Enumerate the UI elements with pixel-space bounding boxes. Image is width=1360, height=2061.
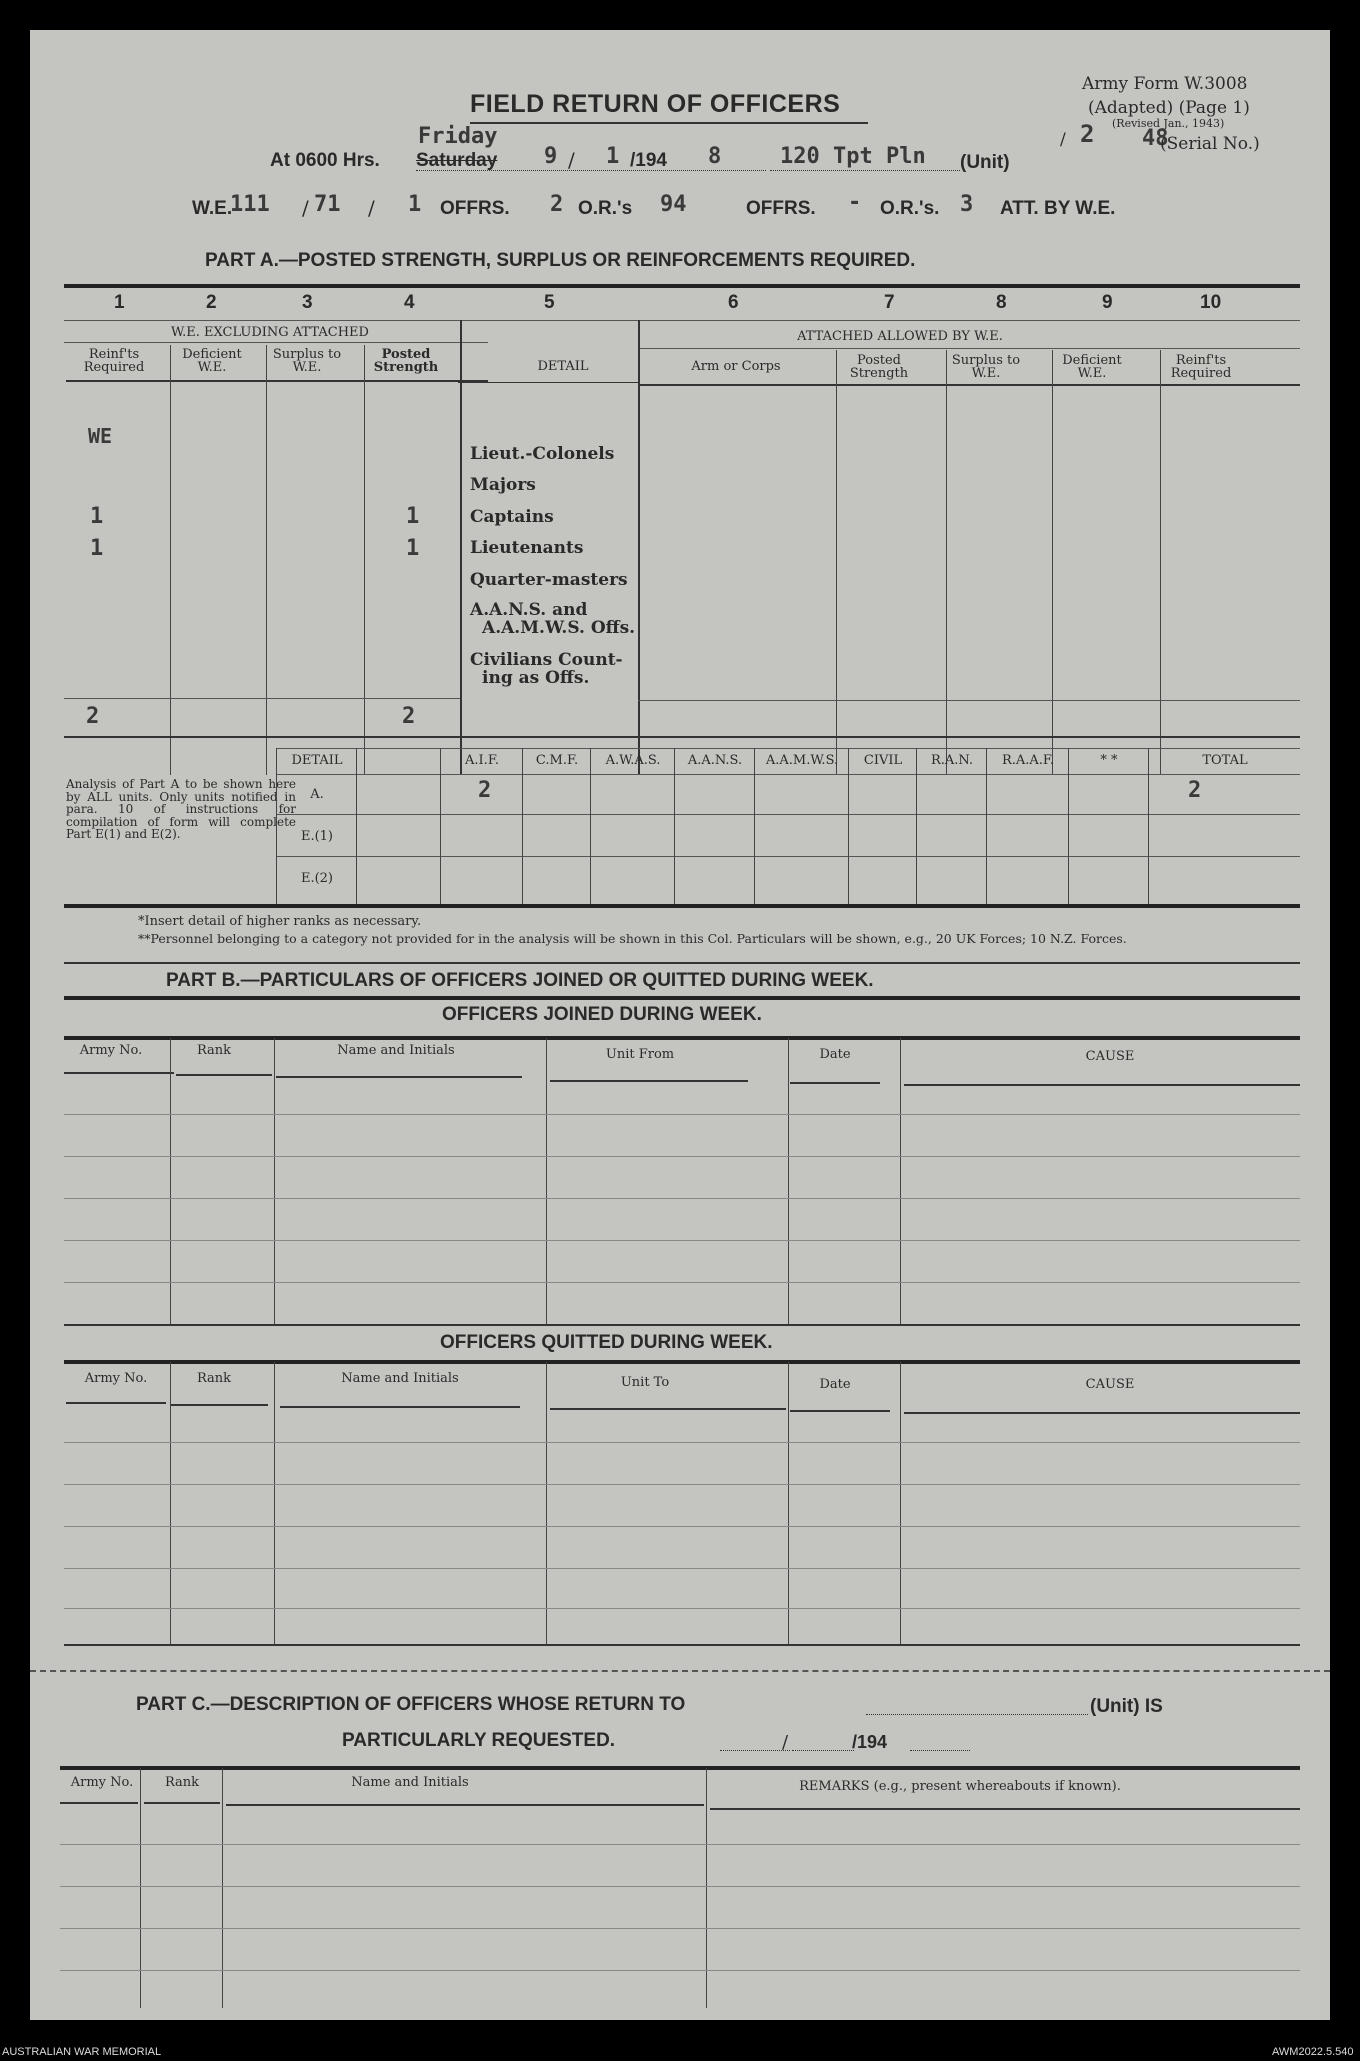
rank-aans-1: A.A.N.S. and <box>470 600 588 620</box>
group-attached: ATTACHED ALLOWED BY W.E. <box>797 329 1003 344</box>
joined-hdr-date: Date <box>819 1047 851 1062</box>
we-part3: 1 <box>408 192 422 217</box>
an-row-e1: E.(1) <box>300 829 334 844</box>
joined-title: OFFICERS JOINED DURING WEEK. <box>442 1004 762 1025</box>
form-title: FIELD RETURN OF OFFICERS <box>470 90 841 118</box>
total-posted: 2 <box>402 704 416 729</box>
quitted-hdr-rank: Rank <box>196 1371 232 1386</box>
hdr-att-reinfts: Reinf'ts Required <box>1170 353 1232 381</box>
rank-qm: Quarter-masters <box>470 570 628 590</box>
an-hdr-total: TOTAL <box>1202 753 1248 768</box>
hdr-att-deficient: Deficient W.E. <box>1062 353 1122 381</box>
quitted-hdr-date: Date <box>819 1377 851 1392</box>
an-hdr-awas: A.W.A.S. <box>605 753 661 768</box>
day-typed: Friday <box>418 124 498 149</box>
offrs-label: OFFRS. <box>440 198 510 219</box>
an-hdr-aif: A.I.F. <box>465 753 499 768</box>
part-c-title-a: PART C.—DESCRIPTION OF OFFICERS WHOSE RETURN TO <box>136 1694 686 1715</box>
hdr-deficient: Deficient W.E. <box>182 347 242 375</box>
col-number-4: 4 <box>404 292 415 313</box>
c-hdr-name: Name and Initials <box>351 1775 469 1790</box>
rank-civ-2: ing as Offs. <box>482 668 590 688</box>
we-part2: 71 <box>314 192 341 217</box>
form-revised: (Revised Jan., 1943) <box>1112 117 1225 130</box>
an-hdr-ran: R.A.N. <box>930 753 974 768</box>
hdr-detail: DETAIL <box>537 359 589 374</box>
footnote-1: *Insert detail of higher ranks as necessary. <box>138 914 422 929</box>
col-number-10: 10 <box>1200 292 1222 313</box>
unit-value: 120 Tpt Pln <box>780 144 926 169</box>
date-month: 1 <box>606 144 620 169</box>
an-row-e2: E.(2) <box>300 871 334 886</box>
lieutenants-posted: 1 <box>406 536 420 561</box>
hdr-att-posted: Posted Strength <box>849 353 909 381</box>
we-label: W.E. <box>192 198 233 219</box>
att-ors-value: 3 <box>960 192 974 217</box>
date-day: 9 <box>544 144 558 169</box>
c-hdr-rank: Rank <box>164 1775 200 1790</box>
quitted-hdr-unit-to: Unit To <box>620 1375 670 1390</box>
hdr-surplus: Surplus to W.E. <box>272 347 342 375</box>
hdr-att-surplus: Surplus to W.E. <box>951 353 1021 381</box>
date-year: 8 <box>708 144 722 169</box>
part-a-title: PART A.—POSTED STRENGTH, SURPLUS OR REINFORCEMENTS REQUIRED. <box>205 250 916 271</box>
an-hdr-other: * * <box>1100 753 1118 768</box>
total-reinfts: 2 <box>86 704 100 729</box>
an-a-total: 2 <box>1188 778 1202 803</box>
analysis-note: Analysis of Part A to be shown here by ALL units. Only units notified in para. 10 of instructions for compilation of form will complete Part E(1) and E(2). <box>66 777 296 841</box>
ors-value: 94 <box>660 192 687 217</box>
unit-label: (Unit) <box>960 152 1010 173</box>
date-year-prefix: /194 <box>630 150 667 171</box>
col-number-5: 5 <box>544 292 555 313</box>
joined-hdr-rank: Rank <box>196 1043 232 1058</box>
quitted-title: OFFICERS QUITTED DURING WEEK. <box>440 1332 773 1353</box>
joined-hdr-name: Name and Initials <box>337 1043 455 1058</box>
we-part1: 111 <box>230 192 270 217</box>
rank-captains: Captains <box>470 507 554 527</box>
rank-aans-2: A.A.M.W.S. Offs. <box>482 618 636 638</box>
part-c-title-c: PARTICULARLY REQUESTED. <box>342 1730 616 1751</box>
serial-b: 48 <box>1142 126 1169 151</box>
an-hdr-raaf: R.A.A.F. <box>1001 753 1055 768</box>
an-a-aif: 2 <box>478 778 492 803</box>
hdr-arm-corps: Arm or Corps <box>691 359 781 374</box>
col-number-9: 9 <box>1102 292 1113 313</box>
part-b-title: PART B.—PARTICULARS OF OFFICERS JOINED OR QUITTED DURING WEEK. <box>166 970 874 991</box>
part-c-title-b: (Unit) IS <box>1090 1696 1163 1717</box>
c-hdr-army-no: Army No. <box>70 1775 134 1790</box>
rank-majors: Majors <box>470 475 536 495</box>
footer-left: AUSTRALIAN WAR MEMORIAL <box>2 2046 162 2058</box>
an-hdr-civil: CIVIL <box>863 753 903 768</box>
at-label: At 0600 Hrs. <box>270 150 380 171</box>
lieutenants-reinfts: 1 <box>90 536 104 561</box>
footnote-2: **Personnel belonging to a category not provided for in the analysis will be shown in this Col. Particulars will be shown, e.g., 20 UK Forces; 10 N.Z. Forces. <box>138 931 1127 946</box>
serial-label: (Serial No.) <box>1160 134 1260 154</box>
an-hdr-aamws: A.A.M.W.S. <box>765 753 839 768</box>
c-hdr-remarks: REMARKS (e.g., present whereabouts if known). <box>799 1779 1121 1794</box>
rank-lt-col: Lieut.-Colonels <box>470 444 615 464</box>
typed-we: WE <box>88 424 113 448</box>
footer-right: AWM2022.5.540 <box>1272 2046 1354 2058</box>
form-adapted: (Adapted) (Page 1) <box>1088 98 1250 118</box>
captains-reinfts: 1 <box>90 504 104 529</box>
att-offrs-value: - <box>848 190 862 215</box>
att-offrs-label: OFFRS. <box>746 198 816 219</box>
day-struck: Saturday <box>416 150 498 171</box>
joined-hdr-cause: CAUSE <box>1085 1049 1135 1064</box>
an-hdr-cmf: C.M.F. <box>535 753 579 768</box>
joined-hdr-army-no: Army No. <box>79 1043 143 1058</box>
quitted-hdr-cause: CAUSE <box>1085 1377 1135 1392</box>
hdr-reinfts-required: Reinf'ts Required <box>83 347 145 375</box>
quitted-hdr-army-no: Army No. <box>84 1371 148 1386</box>
captains-posted: 1 <box>406 504 420 529</box>
hdr-posted-strength: Posted Strength <box>373 347 439 375</box>
col-number-2: 2 <box>206 292 217 313</box>
an-hdr-detail: DETAIL <box>291 753 343 768</box>
serial-a: 2 <box>1080 120 1095 148</box>
att-ors-label: O.R.'s. <box>880 198 940 219</box>
group-we-excluding: W.E. EXCLUDING ATTACHED <box>171 325 369 340</box>
an-hdr-aans: A.A.N.S. <box>687 753 743 768</box>
col-number-8: 8 <box>996 292 1007 313</box>
rank-lieutenants: Lieutenants <box>470 538 584 558</box>
col-number-7: 7 <box>884 292 895 313</box>
ors-label: O.R.'s <box>578 198 633 219</box>
joined-hdr-unit-from: Unit From <box>605 1047 675 1062</box>
form-id: Army Form W.3008 <box>1082 74 1248 94</box>
att-label: ATT. BY W.E. <box>1000 198 1116 219</box>
quitted-hdr-name: Name and Initials <box>341 1371 459 1386</box>
col-number-3: 3 <box>302 292 313 313</box>
col-number-1: 1 <box>114 292 125 313</box>
an-row-a: A. <box>310 787 324 802</box>
offrs-value: 2 <box>550 192 564 217</box>
part-c-date-suffix: /194 <box>852 1732 888 1752</box>
form-sheet: FIELD RETURN OF OFFICERS Army Form W.3008 (Adapted) (Page 1) (Revised Jan., 1943) 2 / 48 (Serial No.) Friday At 0600 Hrs. Saturday 9 / 1 /194 8 120 Tpt Pln (Unit) W.E. 111 / 71 / 1 OFFRS. 2 O.R.'s 94 OFFRS. - O.R.'s. 3 ATT. BY W.E. PART A.—POSTED STRENGTH, SURPLUS OR REINFORCEMENTS REQUIRED. 1 2 3 4 5 6 7 8 9 10 W.E. EXCLUDING ATTACHED ATTACHED ALLOWED BY W.E. Reinf'ts Required Deficient W.E. Surplus to W.E. Posted Strength DETAIL Arm or Corps Posted Strength Surplus to W.E. Deficient W.E. Reinf'ts Required WE Lieut.-Colonels Majors Captains Lieutenants Quarter-masters A.A.N.S. and A.A.M.W.S. Offs. Civilians Count- ing as Offs. 1 1 1 1 2 2 Analysis of Part A to be shown here by ALL units. Only units notified in para. 10 of instructions for compilation of form will complete Part E(1) and E(2). DETAIL A.I.F. C.M.F. A.W.A.S. A.A.N.S. A.A.M.W.S. CIVIL R.A.N. R.A.A.F. * * TOTAL A. E.(1) E.(2) 2 2 *Insert detail of higher ranks as necessary. **Personnel belonging to a category not provided for in the analysis will be shown in this Col. Particulars will be shown, e.g., 20 UK Forces; 10 N.Z. Forces. PART B.—PARTICULARS OF OFFICERS JOINED OR QUITTED DURING WEEK. OFFICERS JOINED DURING WEEK. Army No. Rank Name and Initials Unit From Date CAUSE OFFICERS QUITTED DURING WEEK. Army No. Rank Name and Initials Unit To Date CAUSE PART C.—DESCRIPTION OF OFFICERS WHOSE RETURN TO (Unit) IS PARTICULARLY REQUESTED. / /194 Army No. Rank Name and Initials REMARKS (e.g., present whereabouts if known). <box>30 30 1330 2020</box>
col-number-6: 6 <box>728 292 739 313</box>
rank-civ-1: Civilians Count- <box>470 650 623 670</box>
